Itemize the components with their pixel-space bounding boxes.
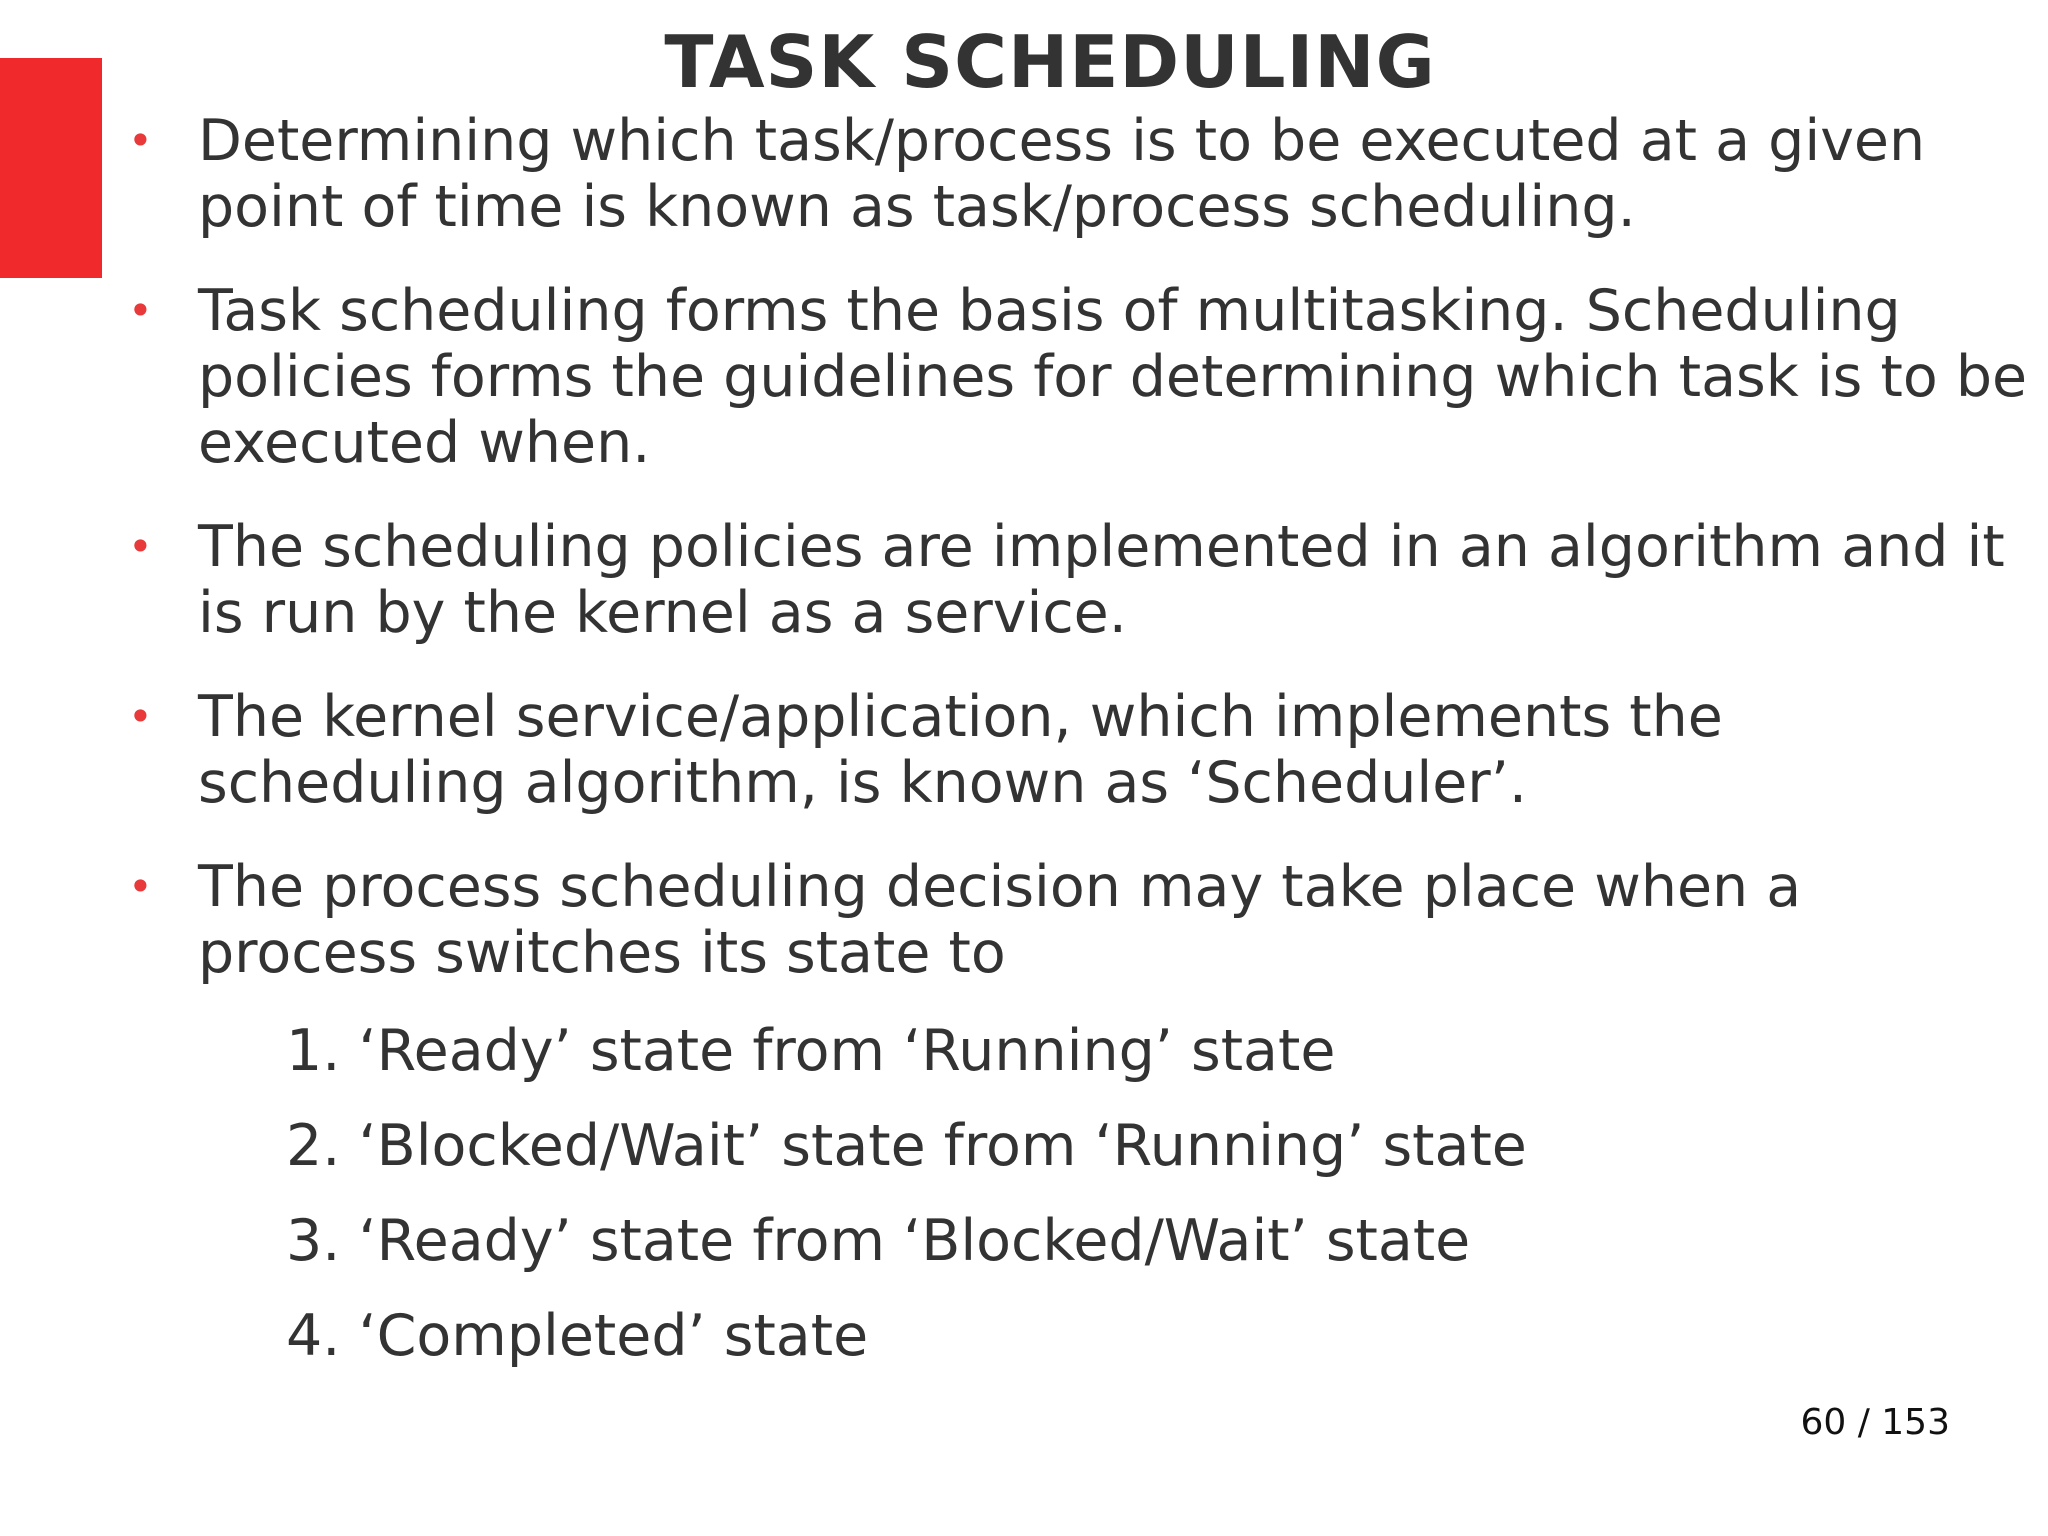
numbered-item: 4. ‘Completed’ state (286, 1303, 869, 1369)
bullet-item (0, 854, 2048, 986)
bullet-item (0, 514, 2048, 646)
bullet-list (0, 108, 2048, 1024)
bullet-text: Task scheduling forms the basis of multitasking. Scheduling policies forms the guidelines for determining which task is to be executed when. (198, 278, 2028, 476)
bullet-icon: • (128, 692, 153, 741)
bullet-text: The kernel service/application, which implements the scheduling algorithm, is known as ‘Scheduler’. (198, 684, 1723, 816)
bullet-text: Determining which task/process is to be executed at a given point of time is known as task/process scheduling. (198, 108, 1926, 240)
page-number: 60 / 153 (1800, 1402, 1950, 1443)
numbered-item: 2. ‘Blocked/Wait’ state from ‘Running’ state (286, 1113, 1527, 1179)
bullet-item (0, 278, 2048, 476)
bullet-icon: • (128, 862, 153, 911)
bullet-icon: • (128, 116, 153, 165)
bullet-item (0, 684, 2048, 816)
numbered-list (286, 1018, 1527, 1398)
bullet-icon: • (128, 522, 153, 571)
slide-title: TASK SCHEDULING (664, 20, 1436, 104)
bullet-icon: • (128, 286, 153, 335)
numbered-item: 3. ‘Ready’ state from ‘Blocked/Wait’ state (286, 1208, 1471, 1274)
bullet-text: The process scheduling decision may take place when a process switches its state to (198, 854, 1802, 986)
numbered-item: 1. ‘Ready’ state from ‘Running’ state (286, 1018, 1336, 1084)
bullet-item (0, 108, 2048, 240)
bullet-text: The scheduling policies are implemented in an algorithm and it is run by the kernel as a service. (198, 514, 2005, 646)
